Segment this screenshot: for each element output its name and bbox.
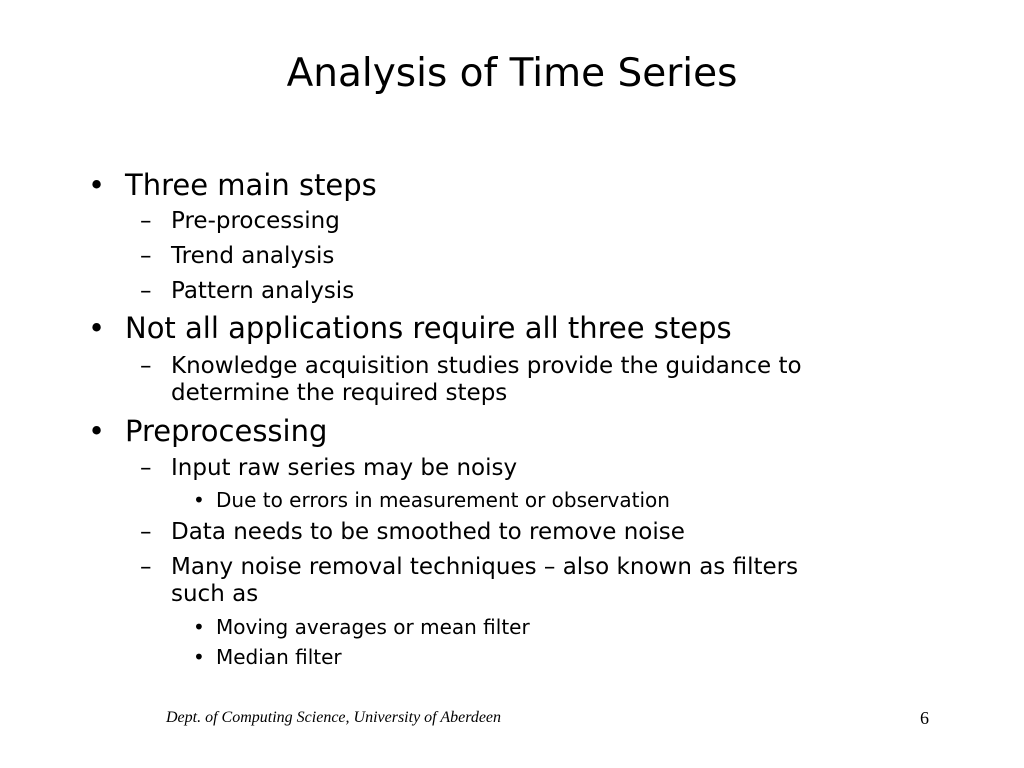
- sub-item-pre-processing: Pre-processing: [171, 208, 340, 234]
- sub-sub-item-median-filter: Median filter: [216, 645, 342, 669]
- sub-bullet-marker: •: [193, 615, 205, 639]
- dash-marker: –: [140, 243, 152, 269]
- sub-item-noise-removal: Many noise removal techniques – also known as filters: [171, 554, 799, 580]
- sub-item-noise-removal-cont: such as: [171, 581, 259, 607]
- bullet-marker: •: [88, 311, 106, 345]
- sub-bullet-marker: •: [193, 645, 205, 669]
- sub-item-data-smoothed: Data needs to be smoothed to remove noise: [171, 519, 685, 545]
- bullet-marker: •: [88, 414, 106, 448]
- page-number: 6: [920, 708, 929, 728]
- sub-sub-item-moving-averages: Moving averages or mean filter: [216, 615, 530, 639]
- sub-sub-item-errors: Due to errors in measurement or observation: [216, 488, 670, 512]
- bullet-preprocessing: Preprocessing: [125, 414, 328, 448]
- dash-marker: –: [140, 278, 152, 304]
- dash-marker: –: [140, 519, 152, 545]
- dash-marker: –: [140, 208, 152, 234]
- sub-item-pattern-analysis: Pattern analysis: [171, 278, 355, 304]
- dash-marker: –: [140, 455, 152, 481]
- sub-item-knowledge-acquisition-cont: determine the required steps: [171, 380, 508, 406]
- bullet-marker: •: [88, 168, 106, 202]
- sub-item-knowledge-acquisition: Knowledge acquisition studies provide the guidance to: [171, 353, 802, 379]
- slide-title: Analysis of Time Series: [286, 51, 738, 96]
- bullet-three-main-steps: Three main steps: [125, 168, 377, 202]
- bullet-not-all-applications: Not all applications require all three steps: [125, 311, 732, 345]
- footer-department: Dept. of Computing Science, University of Aberdeen: [166, 709, 502, 726]
- sub-bullet-marker: •: [193, 488, 205, 512]
- dash-marker: –: [140, 554, 152, 580]
- dash-marker: –: [140, 353, 152, 379]
- sub-item-trend-analysis: Trend analysis: [171, 243, 335, 269]
- sub-item-input-raw-series: Input raw series may be noisy: [171, 455, 518, 481]
